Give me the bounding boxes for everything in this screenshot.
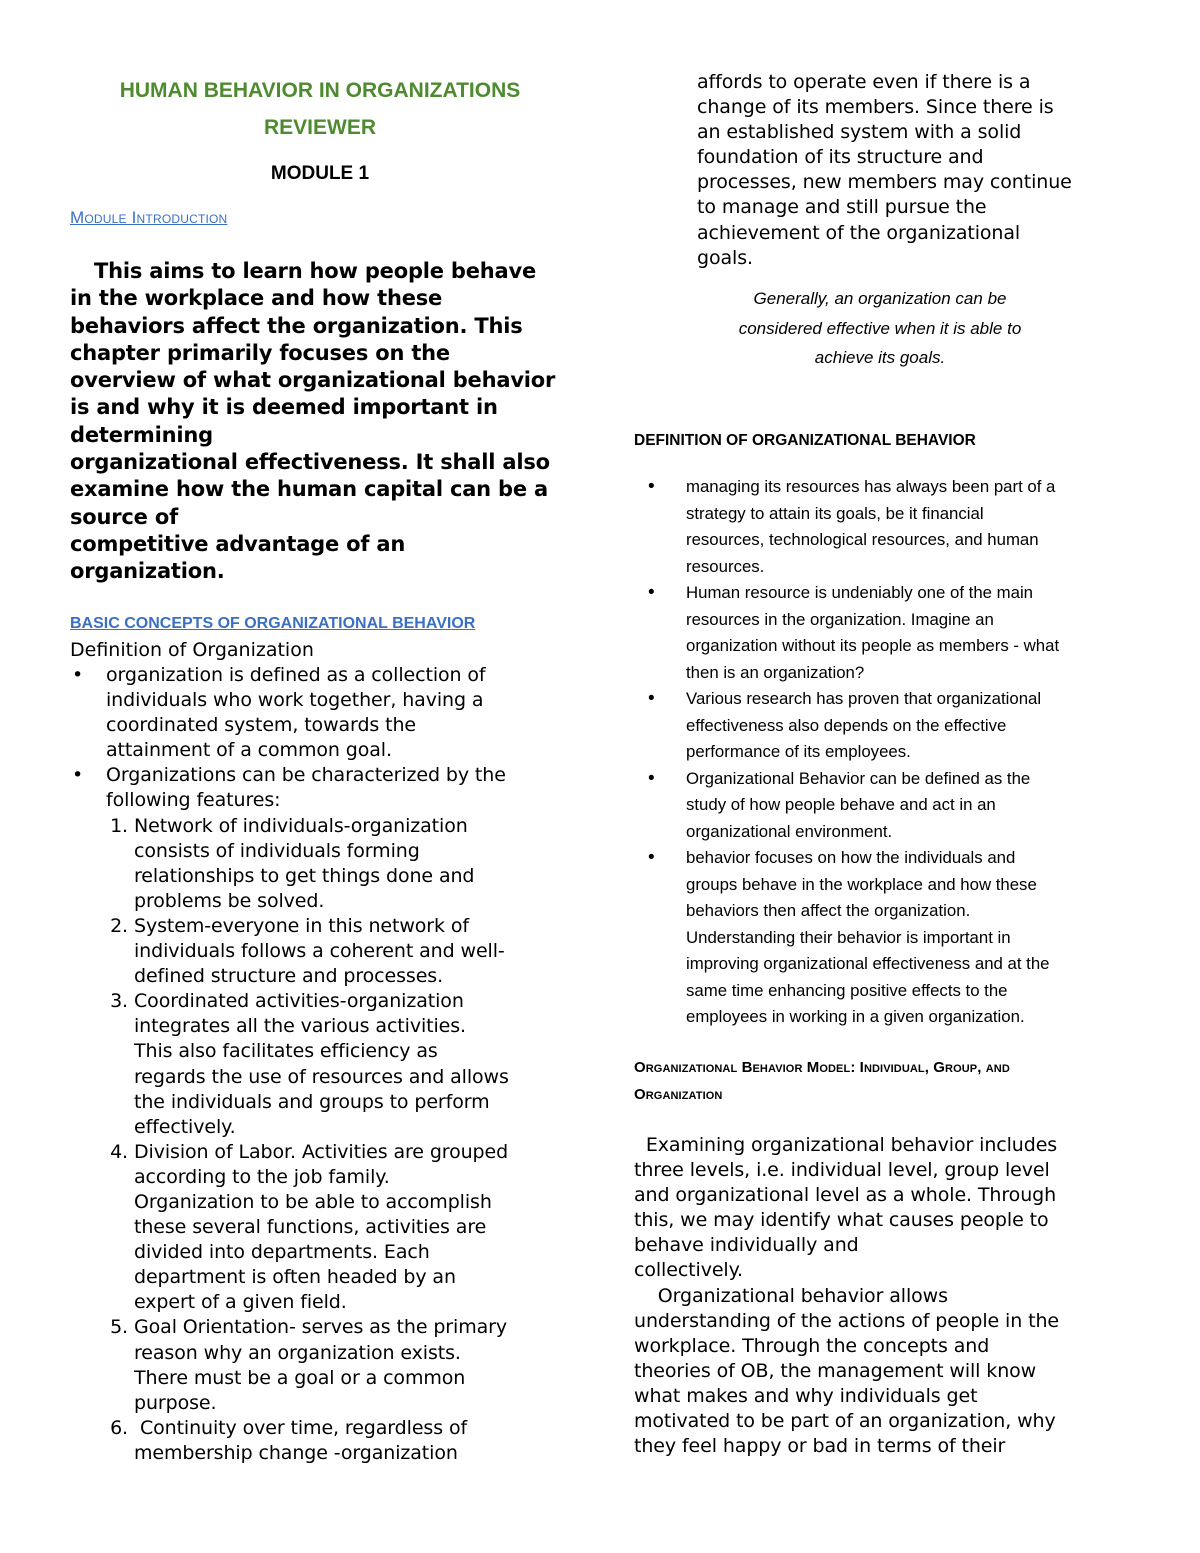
line: considered effective when it is able to [738,318,1022,338]
line: Continuity over time, regardless of [134,1416,468,1439]
basic-concepts-heading: BASIC CONCEPTS OF ORGANIZATIONAL BEHAVIOR [70,615,476,632]
line: Organization to be able to accomplish [134,1190,492,1213]
line: workplace. Through the concepts and [634,1334,990,1357]
line: expert of a given field. [134,1291,347,1314]
line: There must be a goal or a common [134,1366,466,1389]
effectiveness-note [680,284,1080,373]
definition-of-organization-heading: Definition of Organization [70,639,314,661]
line: purpose. [134,1391,217,1414]
line: same time enhancing positive effects to the [686,980,1008,1000]
line: Goal Orientation- serves as the primary [134,1316,508,1339]
line: effectiveness also depends on the effective [686,715,1007,735]
line: effectively. [134,1115,236,1138]
intro-line: organizational effectiveness. It shall also [70,450,550,475]
line: achievement of the organizational [697,221,1021,244]
line: performance of its employees. [686,742,911,761]
bullet-item [70,763,570,813]
line: resources, technological resources, and human [686,530,1039,549]
line: the individuals and groups to perform [134,1090,490,1113]
line: collectively. [634,1259,743,1282]
line: Examining organizational behavior includes [634,1134,1058,1156]
features-list [70,814,570,1466]
intro-line: competitive advantage of an [70,531,406,556]
bullet-item [634,766,1134,846]
line: relationships to get things done and [134,864,475,887]
line: Understanding their behavior is important in [686,927,1011,947]
continuity-continuation [697,70,1157,271]
line: following features: [106,789,281,812]
line: achieve its goals. [814,348,946,367]
line: behave individually and [634,1234,859,1257]
line: change of its members. Since there is [697,96,1054,119]
feature-item [98,814,570,914]
line: organizational environment. [686,821,893,841]
intro-line: examine how the human capital can be a [70,477,548,502]
line: to manage and still pursue the [697,196,987,219]
line: department is often headed by an [134,1266,456,1289]
feature-item [98,1140,570,1316]
line: then is an organization? [686,662,865,682]
line: an established system with a solid [697,121,1022,144]
line: understanding of the actions of people in the [634,1309,1059,1332]
line: • Human resource is undeniably one of the main [686,583,1034,602]
line: Organizational behavior allows [634,1284,948,1307]
intro-line: source of [70,504,178,529]
line: according to the job family. [134,1165,390,1188]
intro-line: in the workplace and how these [70,286,443,311]
line: coordinated system, towards the [106,714,417,737]
line: and organizational level as a whole. Through [634,1184,1057,1207]
item-number: 5. [110,1316,128,1339]
item-number: 3. [110,990,128,1013]
bullet-item [634,845,1134,1031]
feature-item [98,989,570,1140]
bullet-item [70,663,570,763]
line: this, we may identify what causes people to [634,1209,1049,1232]
line: divided into departments. Each [134,1241,430,1264]
line: individuals follows a coherent and well- [134,940,505,963]
line: • managing its resources has always been part of a [686,477,1056,496]
line: integrates all the various activities. [134,1015,466,1038]
intro-line: overview of what organizational behavior [70,368,556,393]
line: individuals who work together, having a [106,689,484,712]
line: Coordinated activities-organization [134,990,464,1013]
item-number: 4. [110,1140,128,1163]
line: three levels, i.e. individual level, group level [634,1159,1050,1182]
intro-line: determining [70,422,213,447]
document-title [70,72,570,146]
intro-line: This aims to learn how people behave [94,259,537,283]
intro-line: behaviors affect the organization. This [70,313,523,338]
line: • Organizations can be characterized by the [106,764,506,787]
feature-item [98,1416,570,1466]
intro-line: is and why it is deemed important in [70,395,498,420]
line: affords to operate even if there is a [697,71,1031,93]
line: Generally, an organization can be [753,289,1007,308]
ob-model-heading [634,1054,1154,1108]
line: problems be solved. [134,889,325,912]
line: • behavior focuses on how the individuals and [686,848,1016,867]
definition-list [634,474,1134,1031]
line: regards the use of resources and allows [134,1065,509,1088]
definition-heading: DEFINITION OF ORGANIZATIONAL BEHAVIOR [634,432,976,449]
line: Organization [634,1086,723,1103]
title-line-1: HUMAN BEHAVIOR IN ORGANIZATIONS [119,79,521,102]
module-label: MODULE 1 [270,163,370,184]
line: defined structure and processes. [134,965,444,988]
line: foundation of its structure and [697,146,984,169]
line: Network of individuals-organization [134,814,468,837]
line: strategy to attain its goals, be it financial [686,503,984,523]
line: consists of individuals forming [134,839,420,862]
item-number: 1. [110,814,128,837]
line: improving organizational effectiveness and at the [686,954,1050,973]
title-line-2: REVIEWER [263,116,376,139]
line: • Various research has proven that organizational [686,689,1042,708]
paragraph [634,1284,1154,1460]
line: these several functions, activities are [134,1216,487,1239]
line: what makes and why individuals get [634,1384,978,1407]
line: Organizational Behavior Model: Individual, Group, and [634,1059,1010,1076]
bullet-item [634,686,1134,766]
item-number: 6. [110,1416,128,1439]
line: resources. [686,556,765,576]
line: organization without its people as members - what [686,636,1060,655]
item-number: 2. [110,914,128,937]
intro-paragraph [70,258,570,586]
line: groups behave in the workplace and how these [686,874,1037,894]
line: resources in the organization. Imagine an [686,609,994,629]
line: they feel happy or bad in terms of their [634,1435,1006,1458]
line: This also facilitates efficiency as [134,1040,438,1063]
line: employees in working in a given organization. [686,1007,1025,1026]
line: processes, new members may continue [697,171,1072,194]
line: • Organizational Behavior can be defined as the [686,768,1031,788]
line: behaviors then affect the organization. [686,901,971,920]
feature-item [98,914,570,989]
line: membership change -organization [134,1441,458,1464]
paragraph [634,1133,1154,1284]
intro-line: organization. [70,559,225,584]
line: motivated to be part of an organization, why [634,1410,1056,1433]
organization-definition-list [70,663,570,1466]
intro-line: chapter primarily focuses on the [70,340,450,365]
module-intro-heading: Module Introduction [70,208,228,227]
line: study of how people behave and act in an [686,795,996,814]
bullet-item [634,580,1134,686]
feature-item [98,1315,570,1415]
line: attainment of a common goal. [106,739,392,762]
line: System-everyone in this network of [134,914,469,937]
line: theories of OB, the management will know [634,1359,1037,1382]
line: goals. [697,246,753,269]
line: • organization is defined as a collection of [106,664,486,686]
bullet-item [634,474,1134,580]
ob-model-body [634,1133,1154,1459]
line: Division of Labor. Activities are grouped [134,1140,509,1163]
line: reason why an organization exists. [134,1341,461,1364]
